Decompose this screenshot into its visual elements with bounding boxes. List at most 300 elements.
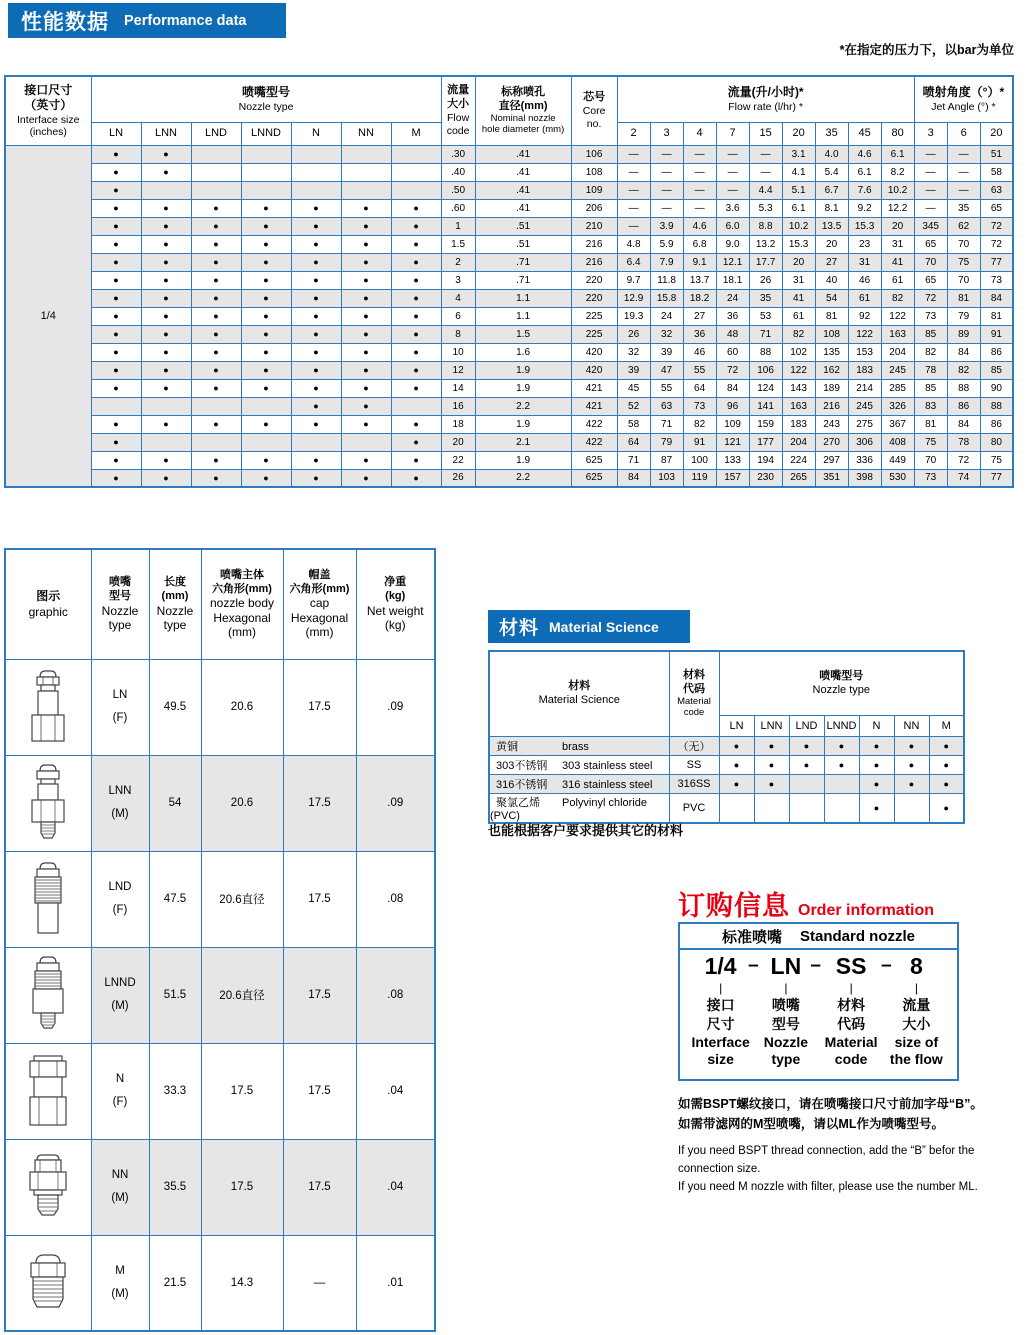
material-availability-dot: ● bbox=[754, 736, 789, 755]
body-hex-cell: 20.6直径 bbox=[201, 851, 283, 947]
flow-rate-cell: 183 bbox=[848, 361, 881, 379]
flow-rate-cell: 351 bbox=[815, 469, 848, 487]
flow-rate-cell: 230 bbox=[749, 469, 782, 487]
order-title-cn: 订购信息 bbox=[678, 891, 790, 921]
material-nozzle-type-header: N bbox=[859, 715, 894, 736]
flow-code-cell: 3 bbox=[441, 271, 475, 289]
nozzle-availability-dot: ● bbox=[191, 469, 241, 487]
performance-row bbox=[5, 199, 1013, 217]
nozzle-availability-dot bbox=[191, 433, 241, 451]
flow-rate-cell: 285 bbox=[881, 379, 914, 397]
jet-angle-cell: 70 bbox=[947, 271, 980, 289]
nominal-diameter-cell: .41 bbox=[475, 163, 571, 181]
nozzle-availability-dot: ● bbox=[391, 199, 441, 217]
nozzle-availability-dot: ● bbox=[141, 235, 191, 253]
nozzle-availability-dot: ● bbox=[141, 289, 191, 307]
jet-angle-cell: 78 bbox=[947, 433, 980, 451]
flow-rate-cell: 82 bbox=[881, 289, 914, 307]
flow-rate-cell: 4.6 bbox=[848, 145, 881, 163]
jet-angle-cell: 81 bbox=[980, 307, 1013, 325]
material-availability-dot: ● bbox=[894, 755, 929, 774]
material-name-cell: 303不锈钢 303 stainless steel bbox=[489, 755, 669, 774]
nozzle-availability-dot: ● bbox=[291, 361, 341, 379]
flow-rate-cell: — bbox=[683, 163, 716, 181]
col-interface-size: 接口尺寸 （英寸） Interface size (inches) bbox=[5, 76, 91, 145]
jet-angle-cell: 51 bbox=[980, 145, 1013, 163]
nozzle-availability-dot: ● bbox=[141, 217, 191, 235]
jet-angle-cell: 77 bbox=[980, 469, 1013, 487]
nozzle-availability-dot: ● bbox=[191, 379, 241, 397]
nozzle-availability-dot bbox=[191, 181, 241, 199]
body-hex-cell: 17.5 bbox=[201, 1043, 283, 1139]
body-hex-cell: 14.3 bbox=[201, 1235, 283, 1331]
pressure-col-header: 3 bbox=[650, 122, 683, 145]
flow-code-cell: 4 bbox=[441, 289, 475, 307]
flow-rate-cell: 54 bbox=[815, 289, 848, 307]
jet-angle-cell: 65 bbox=[914, 235, 947, 253]
nozzle-availability-dot: ● bbox=[141, 253, 191, 271]
nozzle-availability-dot: ● bbox=[291, 289, 341, 307]
nozzle-availability-dot: ● bbox=[191, 235, 241, 253]
nozzle-availability-dot: ● bbox=[91, 307, 141, 325]
dimensions-row bbox=[5, 659, 435, 755]
nominal-diameter-cell: .71 bbox=[475, 253, 571, 271]
material-row bbox=[489, 736, 964, 755]
flow-rate-cell: 9.0 bbox=[716, 235, 749, 253]
flow-rate-cell: 162 bbox=[815, 361, 848, 379]
jet-angle-cell: 82 bbox=[947, 361, 980, 379]
flow-rate-cell: 58 bbox=[617, 415, 650, 433]
nozzle-availability-dot: ● bbox=[291, 271, 341, 289]
material-availability-dot: ● bbox=[894, 736, 929, 755]
col-flow-rate: 流量(升/小时)* Flow rate (l/hr) * bbox=[617, 76, 914, 122]
flow-rate-cell: — bbox=[650, 145, 683, 163]
flow-rate-cell: 32 bbox=[650, 325, 683, 343]
flow-rate-cell: 96 bbox=[716, 397, 749, 415]
nozzle-availability-dot: ● bbox=[341, 343, 391, 361]
code-segment-flow-size: 8 | 流量 大小 size of the flow bbox=[884, 953, 949, 1069]
nozzle-availability-dot bbox=[341, 163, 391, 181]
nominal-diameter-cell: 2.2 bbox=[475, 397, 571, 415]
jet-angle-cell: 89 bbox=[947, 325, 980, 343]
flow-rate-cell: — bbox=[683, 199, 716, 217]
material-name-cell: 黄铜 brass bbox=[489, 736, 669, 755]
flow-rate-cell: 26 bbox=[749, 271, 782, 289]
jet-angle-cell: 77 bbox=[980, 253, 1013, 271]
flow-rate-cell: 270 bbox=[815, 433, 848, 451]
jet-angle-cell: 86 bbox=[980, 415, 1013, 433]
flow-code-cell: .60 bbox=[441, 199, 475, 217]
flow-rate-cell: 177 bbox=[749, 433, 782, 451]
flow-rate-cell: 46 bbox=[848, 271, 881, 289]
nozzle-availability-dot: ● bbox=[241, 289, 291, 307]
flow-rate-cell: 91 bbox=[683, 433, 716, 451]
flow-code-cell: 1 bbox=[441, 217, 475, 235]
jet-angle-cell: 63 bbox=[980, 181, 1013, 199]
nominal-diameter-cell: .51 bbox=[475, 217, 571, 235]
nozzle-type-cell: N (F) bbox=[91, 1043, 149, 1139]
flow-rate-cell: — bbox=[716, 145, 749, 163]
flow-rate-cell: 245 bbox=[848, 397, 881, 415]
standard-nozzle-header bbox=[680, 924, 957, 950]
flow-rate-cell: 245 bbox=[881, 361, 914, 379]
nozzle-lnd-drawing bbox=[5, 851, 91, 947]
net-weight-cell: .09 bbox=[356, 755, 435, 851]
order-note-cn-2: 如需带滤网的M型喷嘴，请以ML作为喷嘴型号。 bbox=[678, 1117, 944, 1131]
jet-angle-cell: 86 bbox=[947, 397, 980, 415]
nominal-diameter-cell: 1.9 bbox=[475, 361, 571, 379]
flow-rate-cell: 204 bbox=[881, 343, 914, 361]
performance-row bbox=[5, 307, 1013, 325]
material-nozzle-type-header: NN bbox=[894, 715, 929, 736]
flow-rate-cell: 4.1 bbox=[782, 163, 815, 181]
cap-hex-cell: 17.5 bbox=[283, 851, 356, 947]
flow-rate-cell: 71 bbox=[749, 325, 782, 343]
body-hex-cell: 17.5 bbox=[201, 1139, 283, 1235]
jet-angle-cell: — bbox=[914, 181, 947, 199]
nozzle-availability-dot: ● bbox=[341, 325, 391, 343]
nozzle-availability-dot: ● bbox=[391, 415, 441, 433]
col-material: 材料 Material Science bbox=[489, 651, 669, 736]
nozzle-availability-dot: ● bbox=[191, 361, 241, 379]
nozzle-availability-dot: ● bbox=[141, 199, 191, 217]
flow-rate-cell: 81 bbox=[815, 307, 848, 325]
nozzle-availability-dot bbox=[291, 145, 341, 163]
nominal-diameter-cell: .41 bbox=[475, 145, 571, 163]
flow-rate-cell: 326 bbox=[881, 397, 914, 415]
flow-rate-cell: 20 bbox=[881, 217, 914, 235]
flow-rate-cell: — bbox=[617, 181, 650, 199]
flow-rate-cell: 12.9 bbox=[617, 289, 650, 307]
jet-angle-cell: 84 bbox=[947, 343, 980, 361]
flow-rate-cell: 63 bbox=[650, 397, 683, 415]
nozzle-availability-dot bbox=[391, 163, 441, 181]
pressure-col-header: 2 bbox=[617, 122, 650, 145]
nozzle-availability-dot: ● bbox=[141, 361, 191, 379]
nozzle-type-col-header: NN bbox=[341, 122, 391, 145]
nozzle-n-drawing bbox=[5, 1043, 91, 1139]
cap-hex-cell: — bbox=[283, 1235, 356, 1331]
flow-rate-cell: 61 bbox=[782, 307, 815, 325]
material-title-en: Material Science bbox=[549, 618, 659, 635]
nozzle-availability-dot: ● bbox=[91, 325, 141, 343]
nozzle-availability-dot bbox=[391, 181, 441, 199]
length-cell: 51.5 bbox=[149, 947, 201, 1043]
performance-table-body bbox=[5, 145, 1013, 487]
nozzle-availability-dot: ● bbox=[291, 199, 341, 217]
jet-angle-cell: 84 bbox=[947, 415, 980, 433]
nozzle-availability-dot: ● bbox=[291, 307, 341, 325]
material-availability-dot: ● bbox=[754, 774, 789, 793]
nozzle-availability-dot: ● bbox=[241, 469, 291, 487]
flow-rate-cell: 275 bbox=[848, 415, 881, 433]
flow-rate-cell: 157 bbox=[716, 469, 749, 487]
length-cell: 33.3 bbox=[149, 1043, 201, 1139]
nozzle-availability-dot bbox=[91, 397, 141, 415]
pressure-col-header: 45 bbox=[848, 122, 881, 145]
performance-row bbox=[5, 235, 1013, 253]
flow-rate-cell: 5.3 bbox=[749, 199, 782, 217]
nozzle-availability-dot: ● bbox=[141, 469, 191, 487]
flow-rate-cell: 36 bbox=[683, 325, 716, 343]
nozzle-availability-dot: ● bbox=[341, 199, 391, 217]
flow-rate-cell: 4.4 bbox=[749, 181, 782, 199]
nozzle-availability-dot bbox=[291, 163, 341, 181]
flow-rate-cell: 24 bbox=[716, 289, 749, 307]
dimensions-row bbox=[5, 1139, 435, 1235]
nozzle-availability-dot: ● bbox=[341, 415, 391, 433]
flow-rate-cell: 243 bbox=[815, 415, 848, 433]
length-cell: 21.5 bbox=[149, 1235, 201, 1331]
nozzle-availability-dot: ● bbox=[141, 451, 191, 469]
flow-rate-cell: 9.1 bbox=[683, 253, 716, 271]
nozzle-type-cell: LNN (M) bbox=[91, 755, 149, 851]
nozzle-availability-dot: ● bbox=[191, 199, 241, 217]
flow-rate-cell: 4.8 bbox=[617, 235, 650, 253]
core-no-cell: 225 bbox=[571, 325, 617, 343]
flow-rate-cell: 39 bbox=[650, 343, 683, 361]
material-availability-dot bbox=[824, 774, 859, 793]
nozzle-availability-dot: ● bbox=[291, 343, 341, 361]
order-note-en-1: If you need BSPT thread connection, add the “B” befor the connection size. bbox=[678, 1145, 975, 1175]
nozzle-type-col-header: LNND bbox=[241, 122, 291, 145]
order-note-cn-1: 如需BSPT螺纹接口，请在喷嘴接口尺寸前加字母“B”。 bbox=[678, 1097, 983, 1111]
pressure-col-header: 15 bbox=[749, 122, 782, 145]
flow-code-cell: .50 bbox=[441, 181, 475, 199]
flow-rate-cell: 7.6 bbox=[848, 181, 881, 199]
flow-rate-cell: 336 bbox=[848, 451, 881, 469]
nozzle-availability-dot: ● bbox=[191, 253, 241, 271]
nozzle-availability-dot: ● bbox=[241, 217, 291, 235]
length-cell: 35.5 bbox=[149, 1139, 201, 1235]
angle-pressure-col-header: 3 bbox=[914, 122, 947, 145]
core-no-cell: 420 bbox=[571, 361, 617, 379]
nozzle-availability-dot: ● bbox=[141, 307, 191, 325]
flow-rate-cell: 6.1 bbox=[782, 199, 815, 217]
flow-code-cell: 26 bbox=[441, 469, 475, 487]
nozzle-availability-dot bbox=[191, 397, 241, 415]
nozzle-availability-dot: ● bbox=[91, 253, 141, 271]
material-availability-dot: ● bbox=[929, 755, 964, 774]
jet-angle-cell: 345 bbox=[914, 217, 947, 235]
jet-angle-cell: 72 bbox=[947, 451, 980, 469]
flow-rate-cell: 143 bbox=[782, 379, 815, 397]
flow-rate-cell: 31 bbox=[782, 271, 815, 289]
nozzle-availability-dot: ● bbox=[391, 343, 441, 361]
nozzle-availability-dot: ● bbox=[341, 307, 391, 325]
flow-rate-cell: 5.1 bbox=[782, 181, 815, 199]
flow-rate-cell: 13.7 bbox=[683, 271, 716, 289]
nozzle-availability-dot: ● bbox=[191, 289, 241, 307]
material-availability-dot bbox=[894, 793, 929, 823]
nominal-diameter-cell: 1.6 bbox=[475, 343, 571, 361]
nozzle-availability-dot: ● bbox=[91, 379, 141, 397]
performance-row bbox=[5, 253, 1013, 271]
jet-angle-cell: 82 bbox=[914, 343, 947, 361]
jet-angle-cell: 75 bbox=[914, 433, 947, 451]
nozzle-availability-dot bbox=[391, 397, 441, 415]
material-row bbox=[489, 793, 964, 823]
nominal-diameter-cell: 1.9 bbox=[475, 415, 571, 433]
dimensions-table bbox=[4, 548, 436, 1332]
body-hex-cell: 20.6 bbox=[201, 659, 283, 755]
nozzle-availability-dot bbox=[341, 433, 391, 451]
jet-angle-cell: 75 bbox=[980, 451, 1013, 469]
flow-code-cell: 12 bbox=[441, 361, 475, 379]
nozzle-type-col-header: M bbox=[391, 122, 441, 145]
nozzle-availability-dot: ● bbox=[141, 163, 191, 181]
flow-code-cell: 8 bbox=[441, 325, 475, 343]
jet-angle-cell: — bbox=[947, 163, 980, 181]
material-availability-dot: ● bbox=[859, 736, 894, 755]
nozzle-availability-dot: ● bbox=[91, 235, 141, 253]
flow-rate-cell: 60 bbox=[716, 343, 749, 361]
flow-rate-cell: 10.2 bbox=[782, 217, 815, 235]
flow-rate-cell: 306 bbox=[848, 433, 881, 451]
material-availability-dot: ● bbox=[824, 755, 859, 774]
nozzle-availability-dot bbox=[291, 433, 341, 451]
flow-rate-cell: 87 bbox=[650, 451, 683, 469]
nozzle-availability-dot: ● bbox=[91, 343, 141, 361]
flow-rate-cell: 6.1 bbox=[881, 145, 914, 163]
material-section-header bbox=[488, 610, 690, 643]
nozzle-availability-dot: ● bbox=[341, 289, 391, 307]
order-title-en: Order information bbox=[798, 902, 935, 919]
core-no-cell: 210 bbox=[571, 217, 617, 235]
flow-code-cell: .30 bbox=[441, 145, 475, 163]
flow-rate-cell: 224 bbox=[782, 451, 815, 469]
length-cell: 47.5 bbox=[149, 851, 201, 947]
jet-angle-cell: 58 bbox=[980, 163, 1013, 181]
flow-rate-cell: 13.2 bbox=[749, 235, 782, 253]
nozzle-availability-dot: ● bbox=[341, 469, 391, 487]
flow-rate-cell: 35 bbox=[749, 289, 782, 307]
nozzle-availability-dot: ● bbox=[291, 451, 341, 469]
nozzle-availability-dot: ● bbox=[191, 415, 241, 433]
flow-rate-cell: 39 bbox=[617, 361, 650, 379]
nozzle-ln-drawing bbox=[5, 659, 91, 755]
material-footnote: 也能根据客户要求提供其它的材料 bbox=[488, 823, 684, 838]
core-no-cell: 220 bbox=[571, 271, 617, 289]
nozzle-availability-dot bbox=[391, 145, 441, 163]
code-segment-nozzle-type: LN | 喷嘴 型号 Nozzle type bbox=[753, 953, 818, 1069]
nominal-diameter-cell: 2.2 bbox=[475, 469, 571, 487]
nozzle-type-cell: LN (F) bbox=[91, 659, 149, 755]
standard-nozzle-cn: 标准喷嘴 bbox=[721, 928, 782, 946]
flow-rate-cell: 47 bbox=[650, 361, 683, 379]
flow-rate-cell: 121 bbox=[716, 433, 749, 451]
interface-size-cell: 1/4 bbox=[5, 145, 91, 487]
nozzle-availability-dot: ● bbox=[241, 253, 291, 271]
jet-angle-cell: 91 bbox=[980, 325, 1013, 343]
body-hex-cell: 20.6直径 bbox=[201, 947, 283, 1043]
nozzle-availability-dot: ● bbox=[141, 325, 191, 343]
flow-rate-cell: 135 bbox=[815, 343, 848, 361]
flow-rate-cell: 40 bbox=[815, 271, 848, 289]
jet-angle-cell: 90 bbox=[980, 379, 1013, 397]
material-availability-dot: ● bbox=[719, 755, 754, 774]
material-availability-dot bbox=[719, 793, 754, 823]
jet-angle-cell: — bbox=[914, 145, 947, 163]
nominal-diameter-cell: .41 bbox=[475, 199, 571, 217]
nominal-diameter-cell: 1.5 bbox=[475, 325, 571, 343]
flow-rate-cell: — bbox=[650, 199, 683, 217]
dimensions-row bbox=[5, 1235, 435, 1331]
material-table-body bbox=[489, 736, 964, 823]
material-availability-dot: ● bbox=[929, 736, 964, 755]
nozzle-availability-dot: ● bbox=[141, 145, 191, 163]
nozzle-availability-dot: ● bbox=[291, 397, 341, 415]
flow-rate-cell: 163 bbox=[881, 325, 914, 343]
flow-rate-cell: — bbox=[683, 181, 716, 199]
order-notes bbox=[678, 1094, 1030, 1196]
flow-rate-cell: 19.3 bbox=[617, 307, 650, 325]
nozzle-m-drawing bbox=[5, 1235, 91, 1331]
jet-angle-cell: 81 bbox=[914, 415, 947, 433]
flow-rate-cell: 71 bbox=[617, 451, 650, 469]
nozzle-availability-dot: ● bbox=[241, 361, 291, 379]
material-availability-dot bbox=[789, 793, 824, 823]
jet-angle-cell: 85 bbox=[914, 379, 947, 397]
core-no-cell: 625 bbox=[571, 469, 617, 487]
flow-rate-cell: 183 bbox=[782, 415, 815, 433]
flow-rate-cell: 23 bbox=[848, 235, 881, 253]
nozzle-availability-dot bbox=[291, 181, 341, 199]
flow-rate-cell: 26 bbox=[617, 325, 650, 343]
nozzle-availability-dot: ● bbox=[341, 235, 391, 253]
nozzle-availability-dot: ● bbox=[291, 217, 341, 235]
dimensions-row bbox=[5, 1043, 435, 1139]
nozzle-availability-dot: ● bbox=[341, 397, 391, 415]
flow-rate-cell: 15.8 bbox=[650, 289, 683, 307]
nozzle-availability-dot: ● bbox=[391, 469, 441, 487]
flow-rate-cell: 408 bbox=[881, 433, 914, 451]
nozzle-availability-dot: ● bbox=[241, 415, 291, 433]
core-no-cell: 106 bbox=[571, 145, 617, 163]
length-cell: 54 bbox=[149, 755, 201, 851]
flow-rate-cell: 64 bbox=[683, 379, 716, 397]
flow-rate-cell: 4.6 bbox=[683, 217, 716, 235]
flow-code-cell: 14 bbox=[441, 379, 475, 397]
flow-rate-cell: 84 bbox=[617, 469, 650, 487]
pressure-note: *在指定的压力下，以bar为单位 bbox=[839, 43, 1014, 57]
flow-rate-cell: 7.9 bbox=[650, 253, 683, 271]
material-name-cell: 聚氯乙烯 Polyvinyl chloride (PVC) bbox=[489, 793, 669, 823]
flow-rate-cell: 159 bbox=[749, 415, 782, 433]
jet-angle-cell: 80 bbox=[980, 433, 1013, 451]
material-nozzle-type-header: LN bbox=[719, 715, 754, 736]
nominal-diameter-cell: .41 bbox=[475, 181, 571, 199]
jet-angle-cell: 73 bbox=[914, 469, 947, 487]
nozzle-availability-dot: ● bbox=[391, 325, 441, 343]
jet-angle-cell: 81 bbox=[947, 289, 980, 307]
material-nozzle-type-header: LNND bbox=[824, 715, 859, 736]
order-code-box bbox=[678, 922, 959, 1081]
nozzle-type-col-header: LND bbox=[191, 122, 241, 145]
flow-rate-cell: 8.8 bbox=[749, 217, 782, 235]
flow-rate-cell: 6.7 bbox=[815, 181, 848, 199]
flow-rate-cell: 297 bbox=[815, 451, 848, 469]
nozzle-availability-dot: ● bbox=[241, 379, 291, 397]
nozzle-availability-dot bbox=[341, 181, 391, 199]
col-mat-nozzle-type: 喷嘴型号 Nozzle type bbox=[719, 651, 964, 715]
nozzle-availability-dot: ● bbox=[391, 307, 441, 325]
performance-row bbox=[5, 271, 1013, 289]
performance-row bbox=[5, 217, 1013, 235]
nozzle-availability-dot: ● bbox=[191, 451, 241, 469]
nozzle-availability-dot: ● bbox=[291, 325, 341, 343]
flow-rate-cell: 18.2 bbox=[683, 289, 716, 307]
